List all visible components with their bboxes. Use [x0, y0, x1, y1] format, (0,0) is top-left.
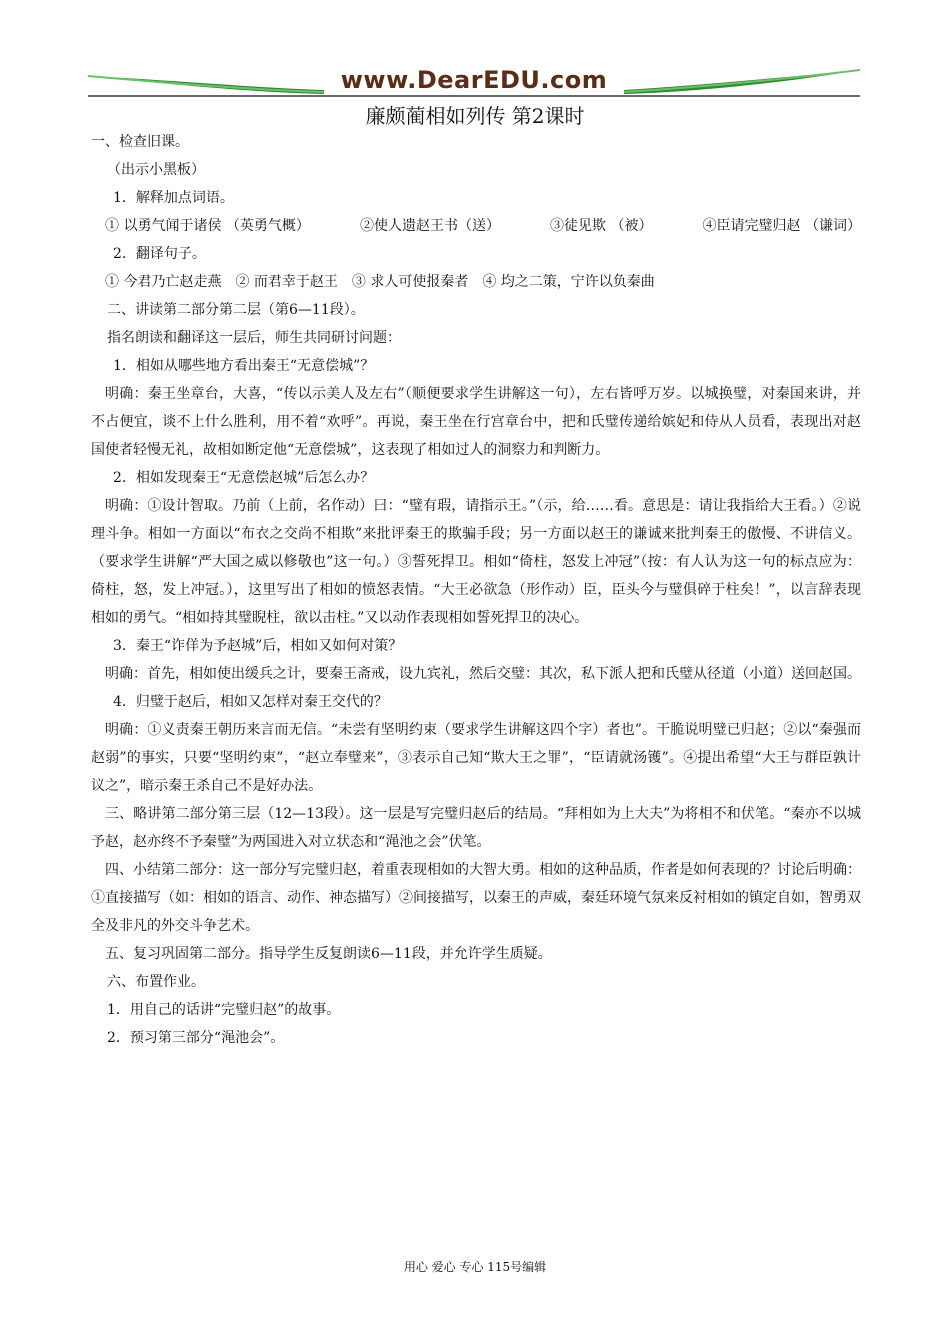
- section-1-heading: 一、检查旧课。: [91, 134, 189, 150]
- homework-item: 1．用自己的话讲“完璧归赵”的故事。: [107, 1002, 341, 1018]
- discussion-answer-4: 明确：①义责秦王朝历来言而无信。“未尝有坚明约束（要求学生讲解这四个字）者也”。干脆说明璧已归赵；②以“秦强而赵弱”的事实，只要“坚明约束”，“赵立奉璧来”，③表示自己知“欺大王之罪”，“臣请就汤镬”。④提出希望“大王与群臣孰计议之”，暗示秦王杀自己不是好办法。: [91, 722, 861, 794]
- vocab-item: ②使人遗赵王书（送）: [359, 218, 500, 234]
- page-footer: 用心 爱心 专心 115号编辑: [403, 1260, 547, 1274]
- section-4-paragraph: 四、小结第二部分：这一部分写完璧归赵，着重表现相如的大智大勇。相如的这种品质，作者是如何表现的？讨论后明确：①直接描写（如：相如的语言、动作、神态描写）②间接描写，以秦王的声威，秦廷环境气氛来反衬相如的镇定自如，智勇双全及非凡的外交斗争艺术。: [91, 862, 861, 934]
- vocab-item: ① 以勇气闻于诸侯 （英勇气概）: [105, 218, 310, 234]
- blackboard-note: （出示小黑板）: [107, 162, 205, 178]
- discussion-answer-3: 明确：首先，相如使出缓兵之计，要秦王斋戒，设九宾礼，然后交璧：其次，私下派人把和氏璧从径道（小道）送回赵国。: [105, 666, 861, 682]
- section-6-heading: 六、布置作业。: [107, 974, 205, 990]
- header-banner: [88, 64, 860, 98]
- section-5-paragraph: 五、复习巩固第二部分。指导学生反复朗读6—11段，并允许学生质疑。: [105, 946, 552, 962]
- page-title: 廉颇蔺相如列传 第2课时: [365, 104, 585, 128]
- sentence-list: [91, 268, 861, 296]
- discussion-question-3: 3．秦王“诈佯为予赵城”后，相如又如何对策？: [113, 638, 403, 654]
- section-2-heading: 二、讲读第二部分第二层（第6—11段）。: [107, 302, 365, 318]
- discussion-answer-2: 明确：①设计智取。乃前（上前，名作动）曰：“璧有瑕，请指示王。”（示，给……看。意思是：请让我指给大王看。）②说理斗争。相如一方面以“布衣之交尚不相欺”来批评秦王的欺骗手段；另一方面以赵王的谦诚来批判秦王的傲慢、不讲信义。（要求学生讲解“严大国之威以修敬也”这一句。）③誓死捍卫。相如“倚柱，怒发上冲冠”（按：有人认为这一句的标点应为：倚柱，怒，发上冲冠。），这里写出了相如的愤怒表情。“大王必欲急（形作动）臣，臣头今与璧俱碎于柱矣！”，以言辞表现相如的勇气。“相如持其璧睨柱，欲以击柱。”又以动作表现相如誓死捍卫的决心。: [91, 498, 861, 626]
- vocab-list: [91, 212, 861, 240]
- vocab-item: ③徒见欺 （被）: [550, 218, 653, 234]
- document-body: [91, 128, 861, 1052]
- section-2-intro: 指名朗读和翻译这一层后，师生共同研讨问题：: [107, 330, 401, 346]
- discussion-question-1: 1．相如从哪些地方看出秦王“无意偿城”？: [113, 358, 375, 374]
- section-3-paragraph: 三、略讲第二部分第三层（12—13段）。这一层是写完璧归赵后的结局。“拜相如为上大夫”为将相不和伏笔。“秦亦不以城予赵，赵亦终不予秦璧”为两国进入对立状态和“渑池之会”伏笔。: [91, 806, 861, 850]
- vocab-item: ④臣请完璧归赵 （谦词）: [702, 218, 861, 234]
- site-logo-text: www.DearEDU.com: [340, 66, 608, 94]
- discussion-question-2: 2．相如发现秦王“无意偿赵城”后怎么办？: [113, 470, 375, 486]
- question-2-heading: 2．翻译句子。: [113, 246, 206, 262]
- sentence-item: ④ 均之二策，宁许以负秦曲: [482, 274, 655, 290]
- homework-item: 2．预习第三部分“渑池会”。: [107, 1030, 285, 1046]
- discussion-answer-1: 明确：秦王坐章台，大喜，“传以示美人及左右”（顺便要求学生讲解这一句），左右皆呼万岁。以城换璧，对秦国来讲，并不占便宜，谈不上什么胜利，用不着“欢呼”。再说，秦王坐在行宫章台中，把和氏璧传递给嫔妃和侍从人员看，表现出对赵国使者轻慢无礼，故相如断定他“无意偿城”，这表现了相如过人的洞察力和判断力。: [91, 386, 861, 458]
- question-1-heading: 1．解释加点词语。: [113, 190, 234, 206]
- sentence-item: ② 而君幸于赵王: [235, 274, 338, 290]
- sentence-item: ① 今君乃亡赵走燕: [105, 274, 222, 290]
- sentence-item: ③ 求人可使报秦者: [351, 274, 469, 290]
- discussion-question-4: 4．归璧于赵后，相如又怎样对秦王交代的？: [113, 694, 388, 710]
